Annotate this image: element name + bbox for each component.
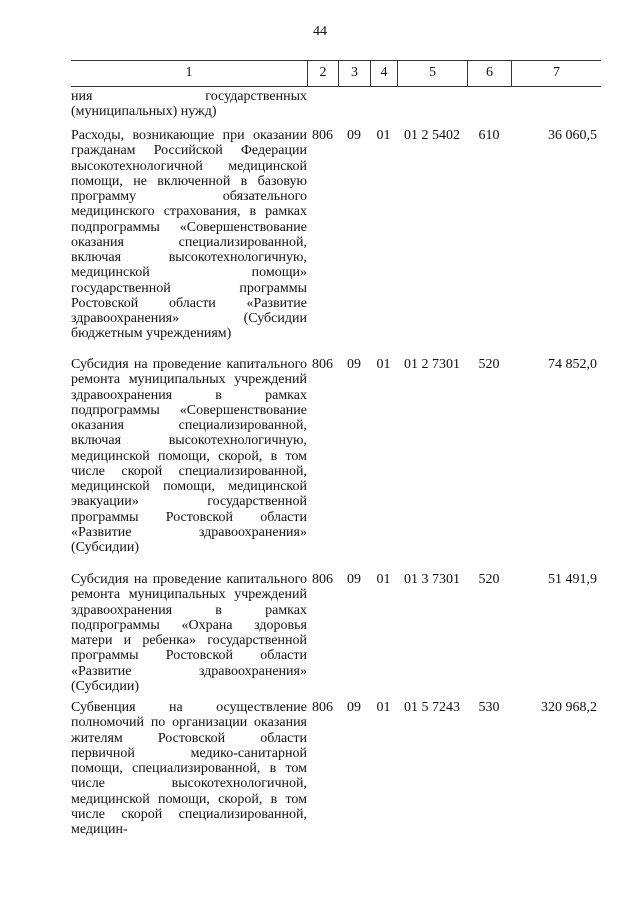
header-col-4: 4 — [370, 61, 397, 86]
row-ministry-code: 806 — [312, 357, 333, 372]
page-number: 44 — [313, 24, 327, 39]
row-section-code: 09 — [347, 357, 361, 372]
table-row — [71, 572, 601, 694]
header-col-7: 7 — [511, 61, 601, 86]
table-row — [71, 89, 601, 120]
row-subsection-code: 01 — [376, 357, 391, 372]
table-header — [71, 60, 601, 87]
row-ministry-code: 806 — [312, 700, 333, 715]
table-row — [71, 128, 601, 342]
table-row — [71, 700, 601, 837]
row-description: Субвенция на осуществление полномочий по организации оказания жителям Ростовской области первичной медико-санитарной помощи, специализированной, в том числе высокотехнологичной, медицинской помощи, скорой, в том числе скорой специализированной, медицин- — [71, 700, 307, 837]
row-expense-type: 520 — [478, 357, 500, 372]
row-target-code: 01 2 7301 — [404, 357, 460, 372]
table-row — [71, 357, 601, 555]
header-col-2: 2 — [307, 61, 338, 86]
header-col-6: 6 — [467, 61, 511, 86]
row-expense-type: 610 — [478, 128, 500, 143]
row-amount: 36 060,5 — [548, 128, 597, 143]
row-description: ния государственных (муниципальных) нужд) — [71, 89, 307, 120]
row-amount: 51 491,9 — [548, 572, 597, 587]
row-section-code: 09 — [347, 128, 361, 143]
row-expense-type: 530 — [478, 700, 500, 715]
row-description: Субсидия на проведение капитального ремонта муниципальных учреждений здравоохранения в рамках подпрограммы «Охрана здоровья матери и ребенка» государственной программы Ростовской области «Развитие здравоохранения» (Субсидии) — [71, 572, 307, 694]
header-col-5: 5 — [397, 61, 467, 86]
row-target-code: 01 2 5402 — [404, 128, 460, 143]
row-description: Субсидия на проведение капитального ремонта муниципальных учреждений здравоохранения в рамках подпрограммы «Совершенствование оказания специализированной, включая высокотехнологичную, медицинской помощи, скорой, в том числе скорой специализированной, медицинской помощи, медицинской эвакуации» государственной программы Ростовской области «Развитие здравоохранения» (Субсидии) — [71, 357, 307, 555]
header-col-1: 1 — [185, 65, 193, 80]
row-ministry-code: 806 — [312, 128, 333, 143]
row-description: Расходы, возникающие при оказании гражданам Российской Федерации высокотехнологичной медицинской помощи, не включенной в базовую программу обязательного медицинского страхования, в рамках подпрограммы «Совершенствование оказания специализированной, включая высокотехнологичную, медицинской помощи» государственной программы Ростовской области «Развитие здравоохранения» (Субсидии бюджетным учреждениям) — [71, 128, 307, 342]
row-subsection-code: 01 — [376, 700, 391, 715]
row-target-code: 01 3 7301 — [404, 572, 460, 587]
row-section-code: 09 — [347, 572, 361, 587]
row-amount: 320 968,2 — [541, 700, 597, 715]
row-section-code: 09 — [347, 700, 361, 715]
header-col-3: 3 — [338, 61, 370, 86]
row-amount: 74 852,0 — [548, 357, 597, 372]
row-ministry-code: 806 — [312, 572, 333, 587]
row-subsection-code: 01 — [376, 572, 391, 587]
row-target-code: 01 5 7243 — [404, 700, 460, 715]
row-subsection-code: 01 — [376, 128, 391, 143]
row-expense-type: 520 — [478, 572, 500, 587]
